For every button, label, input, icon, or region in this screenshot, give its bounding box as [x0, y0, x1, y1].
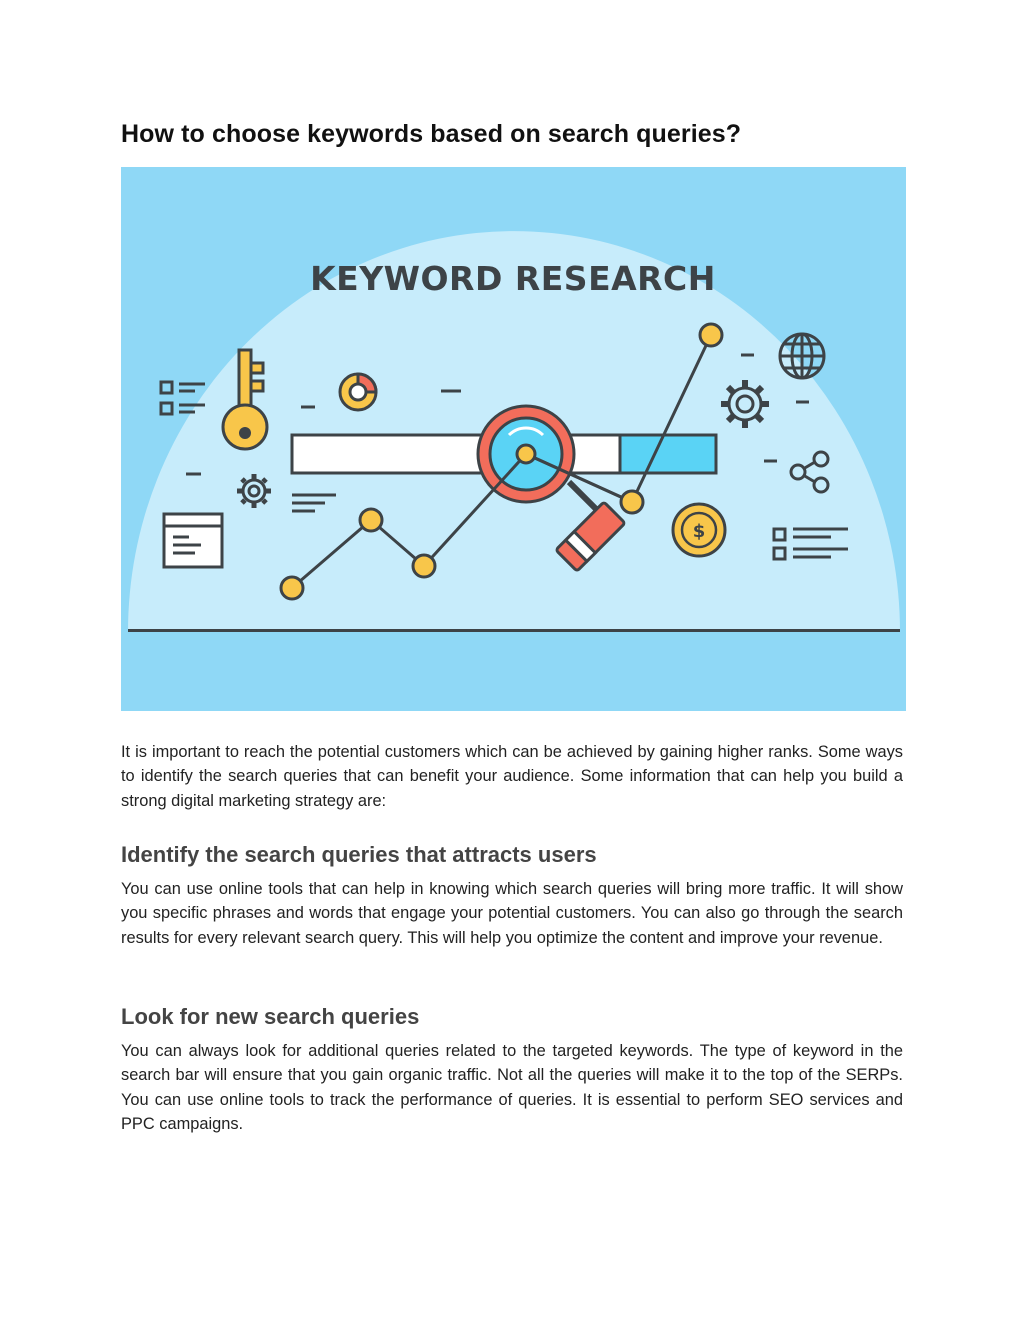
section-heading: Identify the search queries that attracts users — [121, 842, 597, 867]
intro-paragraph: It is important to reach the potential customers which can be achieved by gaining higher ranks. Some ways to identify the search queries that can benefit your audience. Some information that can help you build a strong digital marketing strategy are: — [121, 743, 903, 810]
section-paragraph: You can use online tools that can help in knowing which search queries will bring more traffic. It will show you specific phrases and words that engage your potential customers. You can also go through the search results for every relevant search query. This will help you optimize the content and improve your revenue. — [121, 880, 903, 947]
dollar-coin-icon — [673, 504, 725, 556]
browser-window-icon — [164, 514, 222, 567]
pie-chart-icon — [340, 374, 376, 410]
ground-line — [128, 629, 900, 632]
globe-icon — [780, 334, 824, 378]
page-title: How to choose keywords based on search queries? — [121, 120, 742, 148]
keyword-research-illustration — [121, 167, 906, 711]
section-heading: Look for new search queries — [121, 1004, 420, 1029]
section-paragraph: You can always look for additional queries related to the targeted keywords. The type of keyword in the search bar will ensure that you gain organic traffic. Not all the queries will make it to the top of the SERPs. You can use online tools to track the performance of queries. It is essential to perform SEO services and PPC campaigns. — [121, 1042, 903, 1133]
svg-text:$: $ — [692, 521, 706, 542]
banner-text: KEYWORD RESEARCH — [310, 259, 716, 298]
